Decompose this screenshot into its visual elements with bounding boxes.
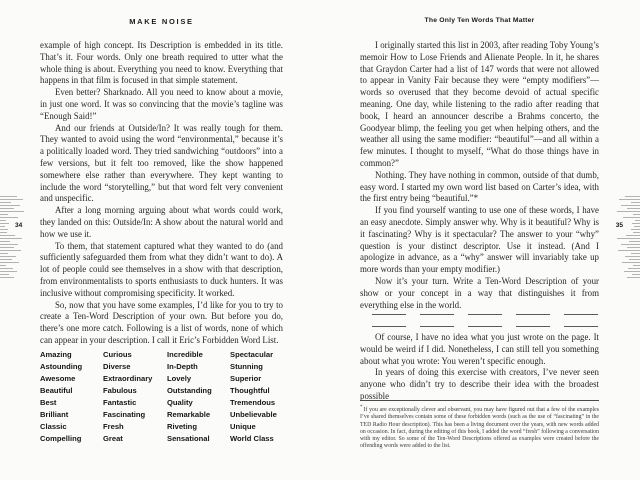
running-head-left: MAKE NOISE <box>129 17 194 26</box>
waveform-line <box>0 277 14 278</box>
word-item: Great <box>103 434 123 443</box>
word-item: Sensational <box>167 434 210 443</box>
waveform-line <box>0 232 7 233</box>
waveform-line <box>0 217 18 218</box>
waveform-line <box>635 220 640 221</box>
word-item: Quality <box>167 398 193 407</box>
word-item: Awesome <box>40 374 76 383</box>
blank-line-row <box>372 306 598 315</box>
waveform-line <box>0 238 22 239</box>
blank-line <box>468 306 502 315</box>
word-item: In-Depth <box>167 362 198 371</box>
waveform-line <box>0 268 13 269</box>
word-item: Brilliant <box>40 410 69 419</box>
word-item: Fascinating <box>103 410 146 419</box>
paragraph: After a long morning arguing about what words could work, they landed on this: Outside/In: A show about the natural world and how we use it. <box>40 205 283 239</box>
blank-line <box>516 306 550 315</box>
paragraph: To them, that statement captured what they wanted to do (and sufficiently safeguarded them from what they didn’t want to do). A lot of people could see themselves in a show with that description, from environmentalists to sports enthusiasts to duck hunters. It was inclusive without compromising specificity. It worked. <box>40 240 283 298</box>
word-item: Superior <box>230 374 262 383</box>
waveform-line <box>0 226 5 227</box>
waveform-line <box>631 229 640 230</box>
waveform-line <box>633 265 640 266</box>
paragraph: Nothing. They have nothing in common, outside of that dumb, easy word. I started my own word list based on Carter’s idea, with the first entry being “beautiful.”* <box>360 169 599 204</box>
waveform-line <box>0 265 6 266</box>
waveform-line <box>627 208 640 209</box>
waveform-line <box>0 250 21 251</box>
right-body-text-lower <box>360 332 599 403</box>
footnote-text: If you are exceptionally clever and observant, you may have figured out that a few of the examples I’ve shared themselves contain some of these forbidden words (such as the use of “fascinating” in the TED Radio Hour description). This has been a living document over the years, with new words added on occasion. In fact, during the editing of this book, I added the word “fresh” following a conversation with my editor. So some of the Ten-Word Descriptions offered as examples were created before the offending words were added to the list. <box>360 406 599 450</box>
word-item: Diverse <box>103 362 131 371</box>
word-item: World Class <box>230 434 274 443</box>
blank-line <box>372 306 406 315</box>
word-item: Unique <box>230 422 256 431</box>
waveform-line <box>618 250 640 251</box>
word-item: Compelling <box>40 434 82 443</box>
page-number-left: 34 <box>15 222 23 229</box>
word-item: Stunning <box>230 362 263 371</box>
waveform-line <box>623 217 640 218</box>
paragraph: Of course, I have no idea what you just wrote on the page. It would be weird if I did. Nonetheless, I can still tell you something about what you wrote: You weren’t specific enough. <box>360 332 599 366</box>
word-item: Fresh <box>103 422 124 431</box>
waveform-line <box>0 256 16 257</box>
edge-waveform-left <box>0 196 26 284</box>
waveform-line <box>0 220 6 221</box>
paragraph: Now it’s your turn. Write a Ten-Word Description of your show or your concept in a way that distinguishes it from everything else in the world. <box>360 275 599 310</box>
waveform-line <box>629 259 640 260</box>
word-list-column <box>103 349 152 445</box>
word-item: Incredible <box>167 350 203 359</box>
word-item: Curious <box>103 350 132 359</box>
waveform-line <box>0 223 9 224</box>
paragraph: And our friends at Outside/In? It was really tough for them. They wanted to avoid using the word “environmental,” because it’s a politically loaded word. They tried sandwiching “outdoors” into a few versions, but it felt too removed, like the show happened somewhere else rather than everywhere. They kept wanting to include the word “storytelling,” but that word felt very convenient and unspecific. <box>40 122 283 204</box>
word-list-column <box>167 349 212 445</box>
waveform-line <box>622 262 640 263</box>
footnote <box>360 400 599 451</box>
waveform-line <box>0 262 19 263</box>
waveform-line <box>628 268 640 269</box>
waveform-line <box>617 211 640 212</box>
waveform-line <box>624 271 640 272</box>
right-page <box>360 0 599 480</box>
word-item: Tremendous <box>230 398 276 407</box>
footnote-marker: * <box>360 405 363 410</box>
page-number-right: 35 <box>615 222 623 229</box>
waveform-line <box>633 232 640 233</box>
waveform-line <box>0 274 9 275</box>
waveform-line <box>0 208 14 209</box>
word-item: Classic <box>40 422 67 431</box>
waveform-line <box>0 202 11 203</box>
word-list-column <box>40 349 82 445</box>
waveform-line <box>0 247 14 248</box>
waveform-line <box>0 241 10 242</box>
waveform-line <box>0 199 23 200</box>
word-item: Best <box>40 398 57 407</box>
left-body-text <box>40 40 283 347</box>
blank-line <box>564 318 598 327</box>
waveform-line <box>0 196 17 197</box>
waveform-line <box>0 229 8 230</box>
word-item: Thoughtful <box>230 386 270 395</box>
word-item: Riveting <box>167 422 197 431</box>
word-item: Fabulous <box>103 386 137 395</box>
edge-waveform-right <box>614 196 640 284</box>
waveform-line <box>631 202 640 203</box>
waveform-line <box>0 244 18 245</box>
blank-line <box>516 318 550 327</box>
waveform-line <box>619 199 640 200</box>
blank-line <box>564 306 598 315</box>
waveform-line <box>625 196 640 197</box>
waveform-line <box>625 256 640 257</box>
waveform-line <box>0 271 17 272</box>
blank-line <box>420 318 454 327</box>
waveform-line <box>621 244 640 245</box>
waveform-line <box>627 277 640 278</box>
forbidden-word-list <box>40 349 283 449</box>
waveform-line <box>0 211 24 212</box>
waveform-line <box>0 214 8 215</box>
waveform-line <box>631 253 640 254</box>
word-item: Remarkable <box>167 410 211 419</box>
waveform-line <box>629 241 640 242</box>
waveform-line <box>634 226 640 227</box>
word-list-column <box>230 349 277 445</box>
paragraph: So, now that you have some examples, I’d like for you to try to create a Ten-Word Description of your own. But before you do, there’s one more catch. Following is a list of words, none of which can appear in your description. I call it Eric’s Forbidden Word List. <box>40 299 283 345</box>
word-item: Beautiful <box>40 386 73 395</box>
paragraph: If you find yourself wanting to use one of these words, I have an easy anecdote. Simply answer why. Why is it beautiful? Why is it fascinating? Why is it spectacular? The answer to your “why” question is your distinct descriptor. Use it instead. (And I apologize in advance, as a “why” answer will invariably take up more words than your empty modifier.) <box>360 205 599 275</box>
paragraph: I originally started this list in 2003, after reading Toby Young’s memoir How to Lose Friends and Alienate People. In it, he shares that Graydon Carter had a list of 147 words that were not allowed to appear in Vanity Fair because they were “empty modifiers”—words so overused that they become devoid of actual specific meaning. One day, while listening to the radio after reading that book, I heard an announcer describe a Brahms concerto, the Goodyear blimp, the feeling you get when helping others, and the weather all using the same modifier: “beautiful”—and all within a few minutes. I thought to myself, “What do those things have in common?” <box>360 40 599 168</box>
word-item: Outstanding <box>167 386 212 395</box>
word-item: Spectacular <box>230 350 274 359</box>
word-item: Lovely <box>167 374 192 383</box>
left-page <box>40 0 283 480</box>
word-item: Amazing <box>40 350 72 359</box>
waveform-line <box>632 274 640 275</box>
waveform-line <box>0 235 15 236</box>
waveform-line <box>632 223 640 224</box>
paragraph: In years of doing this exercise with creators, I’ve never seen anyone who didn’t try to describe their idea with the broadest possible <box>360 367 599 401</box>
waveform-line <box>627 247 640 248</box>
waveform-line <box>621 205 640 206</box>
paragraph: example of high concept. Its Description is embedded in its title. That’s it. Four words. Only one breath required to utter what the whole thing is about. Everything you need to know. Everything that happens in that film is focused in that simple statement. <box>40 40 283 86</box>
blank-line-row <box>372 318 598 327</box>
word-item: Unbelievable <box>230 410 277 419</box>
blank-line <box>372 318 406 327</box>
waveform-line <box>626 235 640 236</box>
waveform-line <box>617 238 640 239</box>
word-item: Astounding <box>40 362 83 371</box>
right-body-text-upper <box>360 40 599 311</box>
running-head-right: The Only Ten Words That Matter <box>424 17 535 24</box>
waveform-line <box>0 253 8 254</box>
waveform-line <box>0 205 20 206</box>
waveform-line <box>633 214 640 215</box>
blank-line <box>420 306 454 315</box>
word-item: Fantastic <box>103 398 137 407</box>
paragraph: Even better? Sharknado. All you need to know about a movie, in just one word. It was so convincing that the movie’s tagline was “Enough Said!” <box>40 87 283 121</box>
blank-line <box>468 318 502 327</box>
word-item: Extraordinary <box>103 374 153 383</box>
waveform-line <box>0 259 12 260</box>
